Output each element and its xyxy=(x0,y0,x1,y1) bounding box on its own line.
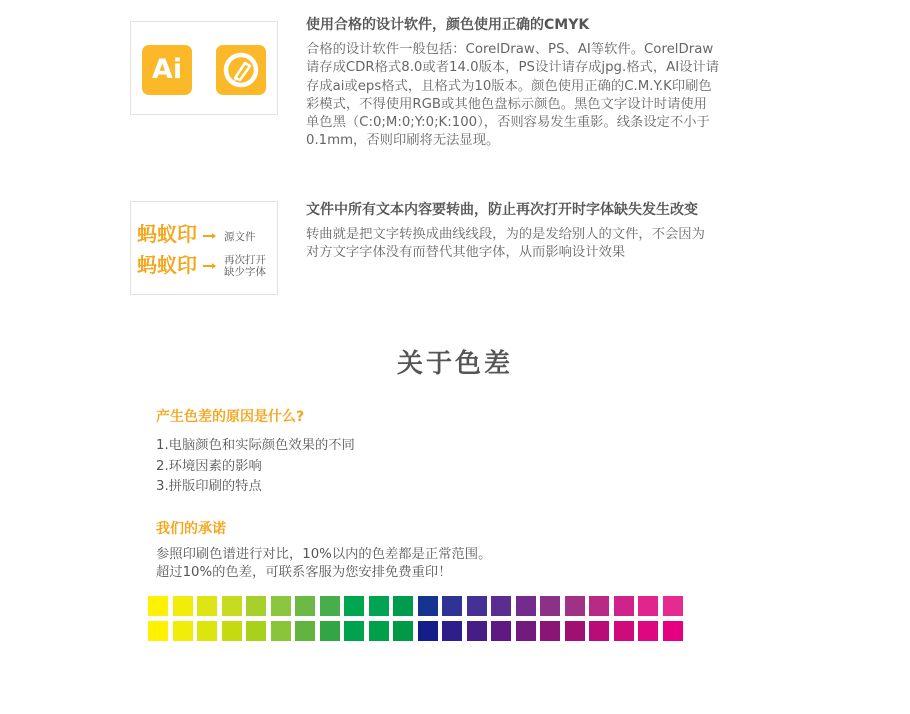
color-swatch xyxy=(344,596,364,616)
color-swatch xyxy=(295,621,315,641)
note-source-file: 源文件 xyxy=(224,231,256,243)
color-swatch xyxy=(222,596,242,616)
color-swatch xyxy=(638,596,658,616)
color-swatch xyxy=(246,596,266,616)
cause-title: 产生色差的原因是什么? xyxy=(156,409,305,425)
color-swatch xyxy=(246,621,266,641)
section2-title: 文件中所有文本内容要转曲，防止再次打开时字体缺失发生改变 xyxy=(306,202,698,218)
section1-title: 使用合格的设计软件，颜色使用正确的CMYK xyxy=(306,17,590,33)
color-swatch xyxy=(173,621,193,641)
color-swatch xyxy=(589,621,609,641)
color-swatch xyxy=(491,621,511,641)
color-swatch xyxy=(663,596,683,616)
coreldraw-icon xyxy=(216,45,266,95)
promise-line: 超过10%的色差，可联系客服为您安排免费重印！ xyxy=(156,565,452,580)
color-swatch xyxy=(173,596,193,616)
color-swatch xyxy=(565,621,585,641)
font-outline-example-thumbnail xyxy=(130,201,278,295)
arrow-right-icon xyxy=(203,265,213,267)
color-swatch xyxy=(442,596,462,616)
color-swatch xyxy=(614,621,634,641)
cause-item: 2.环境因素的影响 xyxy=(156,459,262,474)
color-swatch xyxy=(344,621,364,641)
color-swatch xyxy=(540,621,560,641)
brand-text-missing-font: 蚂蚁印 xyxy=(137,253,197,277)
color-swatch xyxy=(516,596,536,616)
color-swatch xyxy=(467,596,487,616)
section1-body xyxy=(306,41,768,151)
color-swatch xyxy=(663,621,683,641)
color-swatch xyxy=(369,596,389,616)
color-swatch xyxy=(197,596,217,616)
color-swatch xyxy=(222,621,242,641)
color-swatch xyxy=(320,596,340,616)
section1-line: 彩模式，不得使用RGB或其他色盘标示颜色。黑色文字设计时请使用 xyxy=(306,96,707,112)
cause-item: 3.拼版印刷的特点 xyxy=(156,479,262,494)
color-swatch xyxy=(295,596,315,616)
color-swatch xyxy=(393,621,413,641)
illustrator-icon: Ai xyxy=(142,45,192,95)
section2-line: 对方文字字体没有而替代其他字体，从而影响设计效果 xyxy=(306,245,626,261)
section1-line: 0.1mm，否则印刷将无法显现。 xyxy=(306,133,500,149)
section2-line: 转曲就是把文字转换成曲线线段，为的是发给别人的文件，不会因为 xyxy=(306,227,705,242)
color-swatch xyxy=(614,596,634,616)
color-swatch xyxy=(540,596,560,616)
color-swatch xyxy=(148,621,168,641)
section1-line: 单色黑（C:0;M:0;Y:0;K:100），否则容易发生重影。线条设定不小于 xyxy=(306,115,710,131)
note-reopen: 再次打开 xyxy=(224,254,266,266)
color-swatch xyxy=(418,621,438,641)
color-swatch xyxy=(369,621,389,641)
color-swatch xyxy=(467,621,487,641)
promise-title: 我们的承诺 xyxy=(156,521,226,537)
software-icons-thumbnail xyxy=(130,21,278,115)
arrow-right-icon xyxy=(203,235,213,237)
color-swatch xyxy=(148,596,168,616)
color-swatch xyxy=(418,596,438,616)
promise-line: 参照印刷色谱进行对比，10%以内的色差都是正常范围。 xyxy=(156,547,492,562)
about-color-difference-heading: 关于色差 xyxy=(396,349,513,379)
color-swatch xyxy=(271,596,291,616)
section1-line: 存成ai或eps格式，且格式为10版本。颜色使用正确的C.M.Y.K印刷色 xyxy=(306,78,712,94)
color-swatch xyxy=(516,621,536,641)
section1-line: 请存成CDR格式8.0或者14.0版本，PS设计请存成jpg.格式，AI设计请 xyxy=(306,60,720,76)
color-swatch xyxy=(638,621,658,641)
section1-line: 合格的设计软件一般包括：CorelDraw、PS、AI等软件。CorelDraw xyxy=(306,42,714,57)
color-swatch xyxy=(393,596,413,616)
color-swatch xyxy=(320,621,340,641)
color-swatch xyxy=(442,621,462,641)
section2-body xyxy=(306,226,768,263)
color-swatch xyxy=(271,621,291,641)
color-swatch xyxy=(565,596,585,616)
color-swatch xyxy=(491,596,511,616)
brand-text-original: 蚂蚁印 xyxy=(137,222,197,246)
color-swatch xyxy=(589,596,609,616)
note-missing-font: 缺少字体 xyxy=(224,266,266,278)
color-swatch xyxy=(197,621,217,641)
cause-item: 1.电脑颜色和实际颜色效果的不同 xyxy=(156,438,355,453)
